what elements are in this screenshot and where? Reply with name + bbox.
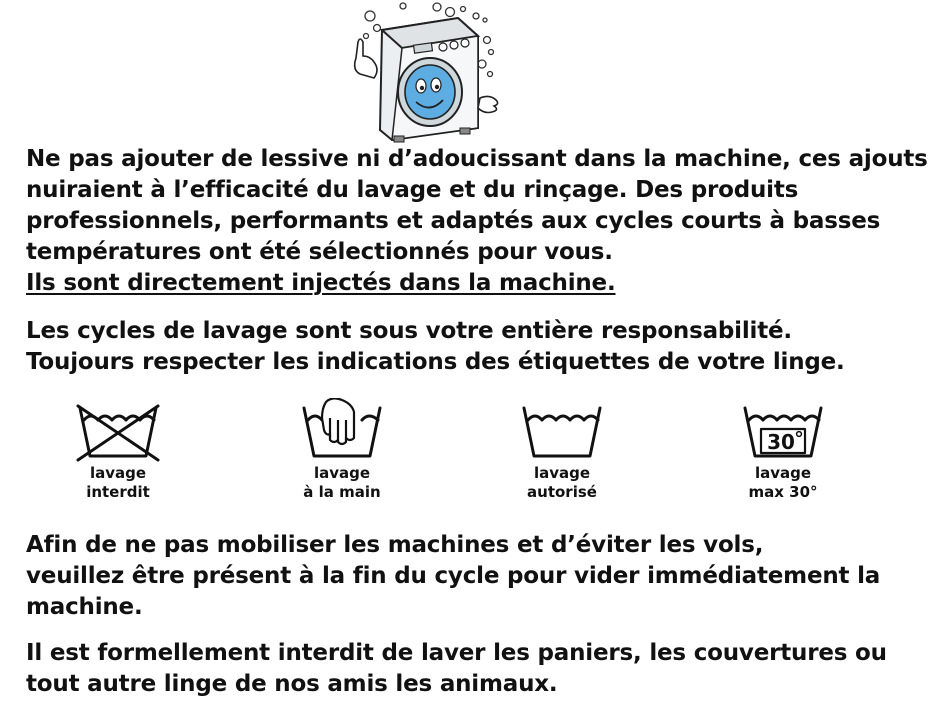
wash-30-label-1: lavage (754, 464, 812, 482)
washing-machine-mascot-icon (330, 0, 510, 145)
wash-forbidden-label-2: interdit (86, 483, 150, 501)
unload-line-3: machine. (26, 594, 143, 620)
responsibility-line-1: Les cycles de lavage sont sous votre entière responsabilité. (26, 318, 792, 344)
wash-30-temperature: 30 (767, 430, 795, 454)
detergent-line-1: Ne pas ajouter de lessive ni d’adoucissant dans la machine, ces ajouts (26, 146, 928, 172)
unload-line-1: Afin de ne pas mobiliser les machines et d’éviter les vols, (26, 532, 764, 558)
care-symbol-hand-wash (262, 398, 422, 502)
detergent-line-2: nuiraient à l’efficacité du lavage et du rinçage. Des produits (26, 177, 799, 203)
wash-forbidden-label-1: lavage (89, 464, 147, 482)
responsibility-line-2: Toujours respecter les indications des étiquettes de votre linge. (26, 349, 845, 375)
wash-30-label-2: max 30° (748, 483, 818, 501)
pet-items-line-2: tout autre linge de nos amis les animaux. (26, 671, 558, 697)
wash-30-icon (733, 398, 833, 462)
wash-allowed-icon (512, 398, 612, 462)
hand-wash-label-2: à la main (303, 483, 381, 501)
pet-items-notice (26, 638, 887, 700)
wash-forbidden-icon (68, 398, 168, 462)
hand-wash-label-1: lavage (313, 464, 371, 482)
detergent-line-4: températures ont été sélectionnés pour vous. (26, 239, 613, 265)
pet-items-line-1: Il est formellement interdit de laver les paniers, les couvertures ou (26, 640, 887, 666)
wash-allowed-label-2: autorisé (527, 483, 597, 501)
injection-note: Ils sont directement injectés dans la machine. (26, 270, 616, 296)
care-symbols (0, 398, 929, 508)
unload-line-2: veuillez être présent à la fin du cycle pour vider immédiatement la (26, 563, 881, 589)
care-symbol-wash-allowed (482, 398, 642, 502)
responsibility-notice (26, 316, 845, 378)
hand-wash-icon (292, 398, 392, 462)
unload-notice (26, 530, 880, 623)
care-symbol-wash-forbidden (38, 398, 198, 502)
detergent-line-3: professionnels, performants et adaptés aux cycles courts à basses (26, 208, 881, 234)
wash-allowed-label-1: lavage (533, 464, 591, 482)
care-symbol-wash-30 (703, 398, 863, 502)
detergent-notice (26, 144, 928, 299)
